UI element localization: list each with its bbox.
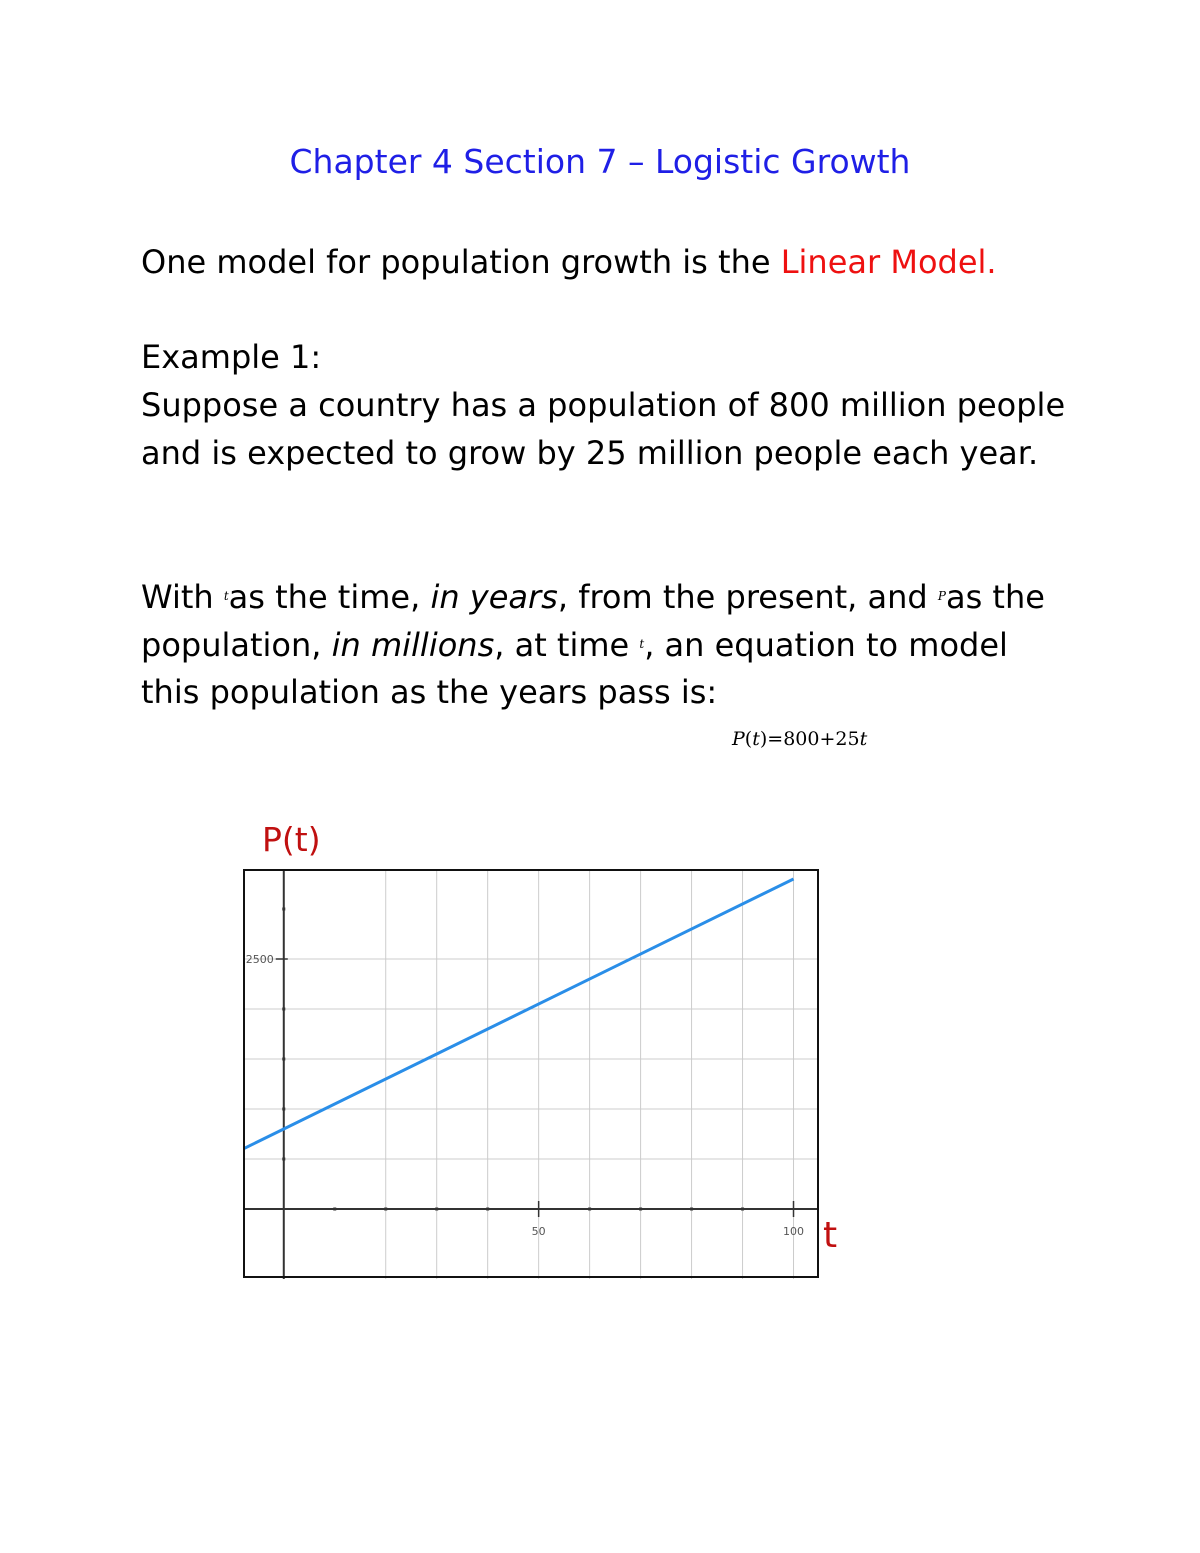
y-axis-label: P(t) (262, 820, 321, 859)
explanation-line-3: this population as the years pass is: (141, 673, 718, 711)
explanation-text: population, (141, 626, 332, 664)
y-tick-minor (282, 1008, 285, 1011)
intro-sentence (141, 238, 997, 286)
explanation-text: , at time (494, 626, 640, 664)
y-tick-minor (282, 1158, 285, 1161)
x-tick-minor (384, 1208, 387, 1211)
y-tick-minor (282, 1058, 285, 1061)
graph-frame (244, 870, 818, 1277)
explanation-text: as the time, (228, 578, 431, 616)
variable-t: t (639, 637, 645, 651)
grid-lines (243, 869, 819, 1279)
x-tick-label: 100 (783, 1225, 805, 1238)
y-tick-label: 2500 (245, 953, 274, 966)
y-tick-minor (282, 1108, 285, 1111)
explanation-text: , from the present, and (557, 578, 938, 616)
model-equation (732, 728, 867, 750)
y-tick-minor (282, 908, 285, 911)
variable-p: P (937, 589, 946, 603)
x-tick-minor (741, 1208, 744, 1211)
x-tick-minor (486, 1208, 489, 1211)
example-line-2: and is expected to grow by 25 million people each year. (141, 434, 1039, 472)
explanation-line-2 (141, 620, 1008, 669)
x-axis-label: t (823, 1215, 838, 1256)
in-millions-emphasis: in millions (331, 626, 495, 664)
x-tick-minor (690, 1208, 693, 1211)
eq-paren: ) (759, 728, 768, 750)
explanation-text: With (141, 578, 224, 616)
page-title: Chapter 4 Section 7 – Logistic Growth (289, 142, 911, 181)
eq-p: P (732, 728, 745, 750)
tick-labels (246, 953, 804, 1238)
tick-marks (276, 908, 794, 1218)
eq-rest: =800+25 (767, 728, 860, 750)
eq-t: t (752, 728, 760, 750)
eq-t: t (859, 728, 868, 750)
example-line-1: Suppose a country has a population of 800 million people (141, 386, 1066, 424)
explanation-line-1 (141, 572, 1045, 621)
intro-text: One model for population growth is the (141, 243, 781, 281)
x-tick-minor (333, 1208, 336, 1211)
eq-paren: ( (744, 728, 753, 750)
x-tick-minor (588, 1208, 591, 1211)
in-years-emphasis: in years (430, 578, 558, 616)
variable-t: t (223, 589, 229, 603)
axes (243, 869, 819, 1279)
x-tick-minor (435, 1208, 438, 1211)
explanation-text: , an equation to model (644, 626, 1008, 664)
linear-model-highlight: Linear Model. (780, 243, 997, 281)
x-tick-minor (639, 1208, 642, 1211)
linear-model-graph (243, 869, 819, 1279)
x-tick-label: 50 (531, 1225, 546, 1238)
example-heading: Example 1: (141, 338, 322, 376)
explanation-text: as the (945, 578, 1045, 616)
